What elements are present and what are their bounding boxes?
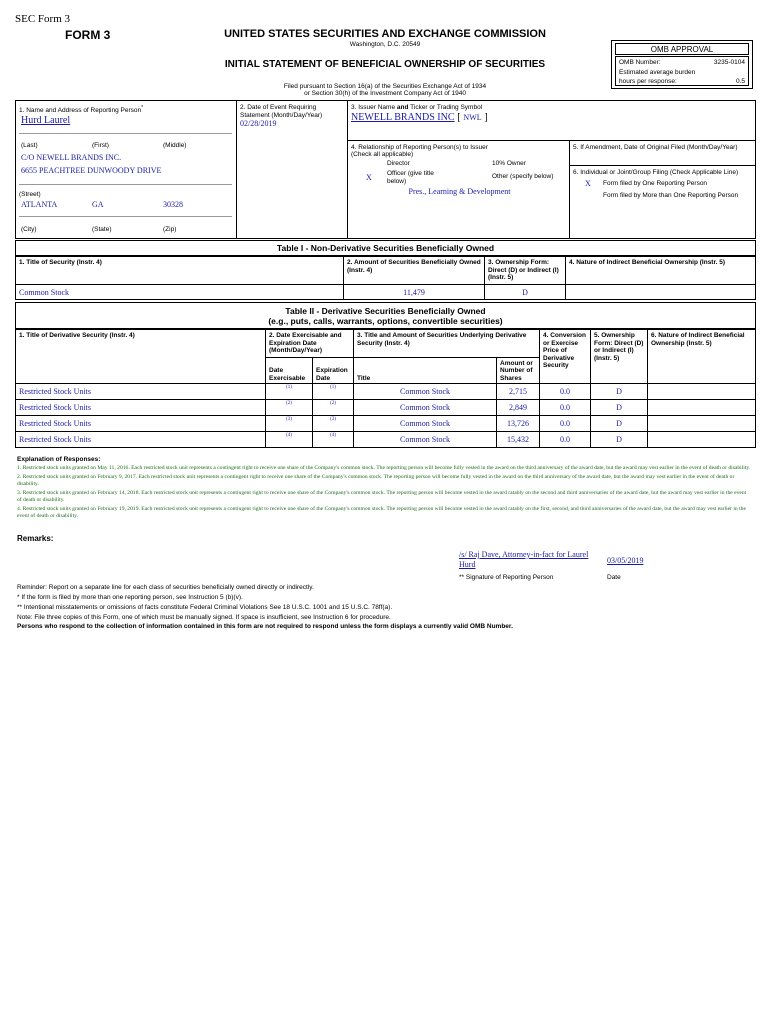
security-title: Common Stock [16,285,344,300]
footer-reminder: Reminder: Report on a separate line for each class of securities beneficially owned directly or indirectly. [17,584,314,591]
state-value: GA [92,200,104,209]
date-exercisable: (1) [266,384,313,400]
table-row [16,432,756,448]
omb-hours-label: hours per response: [619,78,677,85]
date-exercisable: (2) [266,400,313,416]
derivative-title: Restricted Stock Units [16,384,266,400]
zip-value: 30328 [163,200,183,209]
box1-label: 1. Name and Address of Reporting Person* [19,105,144,115]
ownership-nature [648,432,756,448]
ownership-form: D [591,400,648,416]
address-line-2: 6655 PEACHTREE DUNWOODY DRIVE [21,166,162,175]
box6-label: 6. Individual or Joint/Group Filing (Check Applicable Line) [573,169,739,176]
date-label: Date [607,574,621,581]
expiration-date: (3) [313,416,354,432]
zip-label: (Zip) [163,226,177,233]
officer-title: Pres., Learning & Development [408,187,511,196]
box5-label: 5. If Amendment, Date of Original Filed (Month/Day/Year) [573,144,738,151]
omb-approval-box [611,40,753,89]
derivative-title: Restricted Stock Units [16,432,266,448]
footer-note-star: * If the form is filed by more than one reporting person, see Instruction 5 (b)(v). [17,594,243,601]
last-label: (Last) [21,142,38,149]
street-label: (Street) [19,191,41,198]
underlying-title: Common Stock [354,384,497,400]
issuer-name[interactable]: NEWELL BRANDS INC [351,112,455,123]
footnote-4: 4. Restricted stock units granted on February 19, 2019. Each restricted stock unit represents a contingent right to receive one share of the Company's common stock. The reporting person will become vested in the award ratably on the first, second, and third anniversaries of the award date, but the award may vest earlier in the event of death or disability. [17,506,746,519]
underlying-title: Common Stock [354,432,497,448]
agency-name: UNITED STATES SECURITIES AND EXCHANGE COMMISSION [224,28,546,40]
table-row [16,384,756,400]
signature-label: ** Signature of Reporting Person [459,574,554,581]
table-row [16,285,756,300]
ownership-nature [566,285,756,300]
expiration-date: (2) [313,400,354,416]
table-row [16,400,756,416]
first-label: (First) [92,142,109,149]
city-value: ATLANTA [21,200,58,209]
omb-number: 3235-0104 [713,59,745,66]
sec-form-label: SEC Form 3 [15,13,71,25]
address-line-1: C/O NEWELL BRANDS INC. [21,153,122,162]
security-amount: 11,479 [344,285,485,300]
table2-sub-title: Title [354,358,497,384]
underlying-title: Common Stock [354,416,497,432]
event-date: 02/28/2019 [240,119,277,128]
ownership-form: D [591,432,648,448]
exercise-price: 0.0 [540,384,591,400]
box4-label: 4. Relationship of Reporting Person(s) to Issuer [351,144,488,151]
officer-label: Officer (give title below) [387,170,434,185]
table2-header-nature: 6. Nature of Indirect Beneficial Ownership (Instr. 5) [648,330,756,384]
box4-sub: (Check all applicable) [351,151,414,158]
table2-title-line1: Table II - Derivative Securities Beneficially Owned [285,306,486,316]
footnote-1: 1. Restricted stock units granted on May 11, 2016. Each restricted stock unit represents a contingent right to receive one share of the Company's common stock. The reporting person will become fully vested in the award on the third anniversary of the award date, but the award may vest earlier in the event of death or disability. [17,465,751,471]
city-label: (City) [21,226,37,233]
derivative-title: Restricted Stock Units [16,400,266,416]
date-exercisable: (4) [266,432,313,448]
table2-sub-expiration: Expiration Date [313,358,354,384]
agency-city: Washington, D.C. 20549 [349,41,421,48]
footer-note-misstatement: ** Intentional misstatements or omissions of facts constitute Federal Criminal Violations See 18 U.S.C. 1001 and 15 U.S.C. 78ff(a). [17,604,393,611]
exercise-price: 0.0 [540,432,591,448]
table1-title: Table I - Non-Derivative Securities Beneficially Owned [15,240,756,256]
other-label: Other (specify below) [492,173,554,180]
middle-label: (Middle) [163,142,187,149]
derivative-title: Restricted Stock Units [16,416,266,432]
table2-header-dates: 2. Date Exercisable and Expiration Date (Month/Day/Year) [266,330,354,358]
underlying-amount: 15,432 [497,432,540,448]
underlying-amount: 2,715 [497,384,540,400]
table2-title [15,302,756,329]
ten-percent-owner-label: 10% Owner [492,160,526,167]
filed-pursuant-1: Filed pursuant to Section 16(a) of the Securities Exchange Act of 1934 [283,83,487,90]
form-number: FORM 3 [65,28,111,42]
exercise-price: 0.0 [540,400,591,416]
table1-header-title: 1. Title of Security (Instr. 4) [16,257,344,285]
table1-header-nature: 4. Nature of Indirect Beneficial Ownership (Instr. 5) [566,257,756,285]
ownership-nature [648,416,756,432]
omb-details [615,56,749,86]
reporting-person-name[interactable]: Hurd Laurel [21,115,71,126]
table2 [15,329,756,448]
ownership-form: D [591,416,648,432]
ownership-nature [648,400,756,416]
table2-title-line2: (e.g., puts, calls, warrants, options, convertible securities) [268,316,503,326]
remarks-heading: Remarks: [17,534,54,543]
ownership-form: D [591,384,648,400]
expiration-date: (1) [313,384,354,400]
one-person-label: Form filed by One Reporting Person [603,180,708,187]
issuer-ticker: NWL [463,113,482,122]
director-label: Director [387,160,410,167]
table1-header-form: 3. Ownership Form: Direct (D) or Indirect (I) (Instr. 5) [485,257,566,285]
table2-header-title: 1. Title of Derivative Security (Instr. 4) [16,330,266,384]
omb-number-label: OMB Number: [619,59,661,66]
table1-header-amount: 2. Amount of Securities Beneficially Owned (Instr. 4) [344,257,485,285]
exercise-price: 0.0 [540,416,591,432]
footnote-2: 2. Restricted stock units granted on February 9, 2017. Each restricted stock unit represents a contingent right to receive one share of the Company's common stock. The reporting person will become fully vested in the award on the third anniversary of the award date, but the award may vest earlier in the event of death or disability. [17,474,735,487]
table2-header-price: 4. Conversion or Exercise Price of Derivative Security [540,330,591,384]
ownership-nature [648,384,756,400]
footer-omb-notice: Persons who respond to the collection of information contained in this form are not required to respond unless the form displays a currently valid OMB Number. [17,623,513,630]
explanation-notes [17,465,752,520]
omb-hours: 0.5 [735,78,745,85]
one-person-checkbox[interactable]: X [585,179,591,188]
signature-text: /s/ Raj Dave, Attorney-in-fact for Laurel Hurd [459,550,589,569]
officer-checkbox[interactable]: X [366,173,372,182]
filed-pursuant-2: or Section 30(h) of the Investment Company Act of 1940 [304,90,466,97]
footnote-3: 3. Restricted stock units granted on February 14, 2018. Each restricted stock unit represents a contingent right to receive one share of the Company's common stock. The reporting person will become vested in the award ratably on the second and third anniversaries of the award date, but the award may vest earlier in the event of death or disability. [17,490,747,503]
underlying-amount: 13,726 [497,416,540,432]
omb-title: OMB APPROVAL [615,43,749,55]
box2-label: 2. Date of Event Requiring Statement (Month/Day/Year) [240,104,323,119]
table-row [16,416,756,432]
footer-note-copies: Note: File three copies of this Form, one of which must be manually signed. If space is insufficient, see Instruction 6 for procedure. [17,614,391,621]
issuer-line: NEWELL BRANDS INC [ NWL ] [351,112,488,123]
expiration-date: (4) [313,432,354,448]
explanation-heading: Explanation of Responses: [17,456,101,463]
table2-header-underlying: 3. Title and Amount of Securities Underlying Derivative Security (Instr. 4) [354,330,540,358]
underlying-title: Common Stock [354,400,497,416]
box3-label: 3. Issuer Name and Ticker or Trading Symbol [351,104,483,111]
table2-sub-amount: Amount or Number of Shares [497,358,540,384]
more-persons-label: Form filed by More than One Reporting Person [603,192,739,199]
table2-sub-date-exercisable: Date Exercisable [266,358,313,384]
table2-header-form: 5. Ownership Form: Direct (D) or Indirect (I) (Instr. 5) [591,330,648,384]
page-title: INITIAL STATEMENT OF BENEFICIAL OWNERSHIP OF SECURITIES [224,59,546,70]
signature [459,550,589,570]
omb-burden-label: Estimated average burden [619,69,696,76]
ownership-form: D [485,285,566,300]
table1 [15,256,756,300]
underlying-amount: 2,849 [497,400,540,416]
date-exercisable: (3) [266,416,313,432]
state-label: (State) [92,226,112,233]
signature-date: 03/05/2019 [607,556,644,565]
